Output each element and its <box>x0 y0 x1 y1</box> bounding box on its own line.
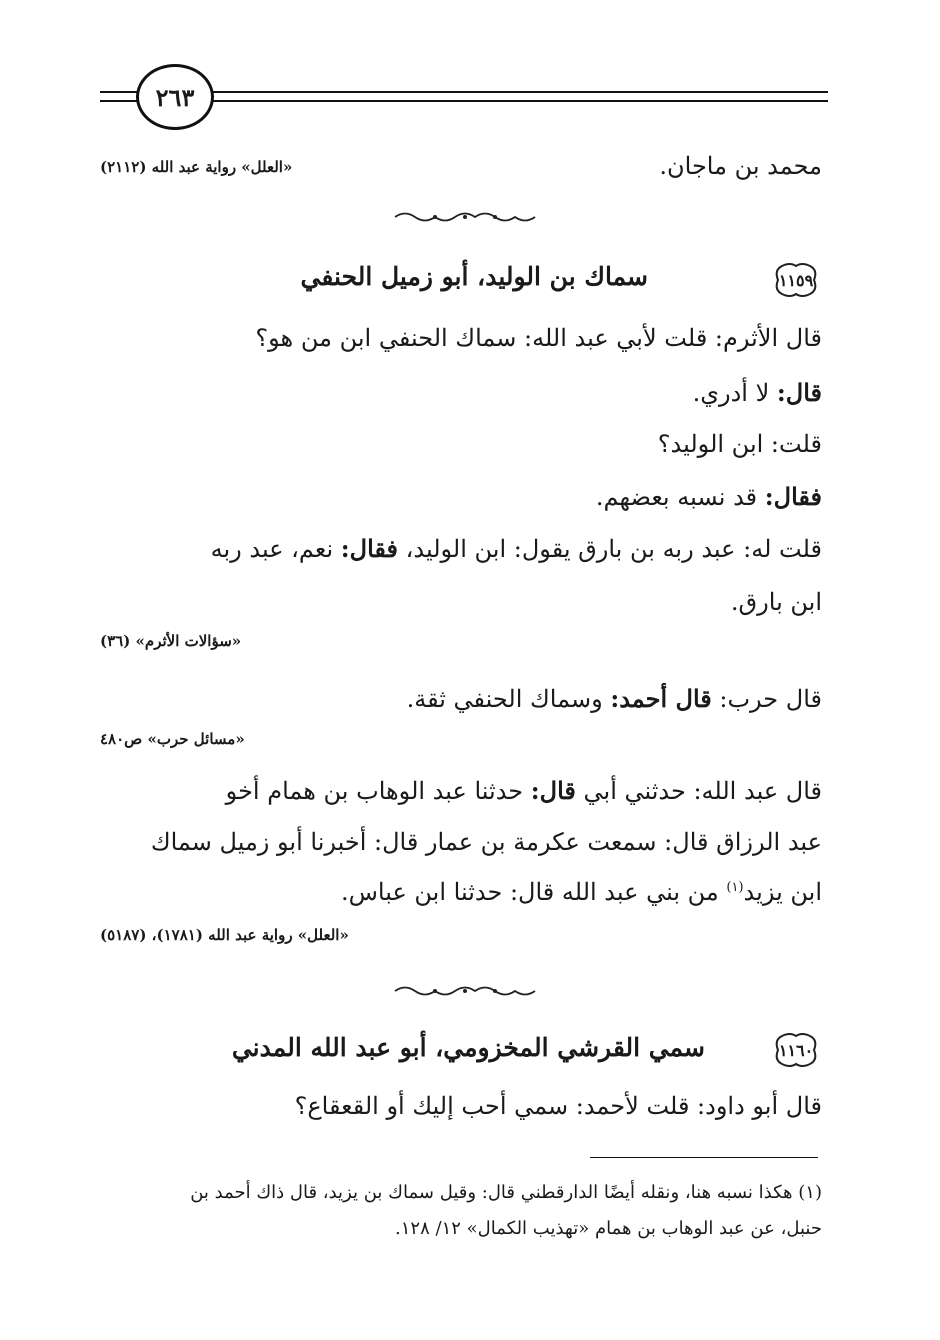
text-line: ابن بارق. <box>730 588 822 616</box>
line-text: نعم، عبد ربه <box>210 535 341 563</box>
footnote-marker[interactable]: (١) <box>726 880 744 895</box>
footnote-line: (١) هكذا نسبه هنا، ونقله أيضًا الدارقطني قال: وقيل سماك بن يزيد، قال ذاك أحمد بن <box>190 1182 822 1203</box>
line-text: قال عبد الله: حدثني أبي <box>575 777 822 805</box>
footnote-line: حنبل، عن عبد الوهاب بن همام «تهذيب الكمال» ١٢/ ١٢٨. <box>395 1218 822 1239</box>
entry-title: سمي القرشي المخزومي، أبو عبد الله المدني <box>231 1033 705 1062</box>
entry-number-badge <box>770 1030 822 1070</box>
ornament-separator <box>390 984 540 998</box>
footnote-rule <box>590 1157 818 1158</box>
speaker-label: قال أحمد: <box>610 684 712 713</box>
line-text: ابن يزيد <box>743 878 822 906</box>
line-text: قال حرب: <box>711 685 822 713</box>
entry-number: ١١٥٩ <box>778 270 814 290</box>
text-line: قال أبو داود: قلت لأحمد: سمي أحب إليك أو القعقاع؟ <box>294 1092 822 1120</box>
line-text: حدثنا عبد الوهاب بن همام أخو <box>225 777 531 805</box>
header-rule-thin <box>210 100 828 102</box>
ornament-separator <box>390 210 540 224</box>
entry-title: سماك بن الوليد، أبو زميل الحنفي <box>300 262 648 291</box>
line-text: لا أدري. <box>692 379 777 407</box>
text-line <box>693 378 822 407</box>
source-reference: «العلل» رواية عبد الله (٢١١٢) <box>100 158 293 176</box>
text-line <box>407 684 822 713</box>
line-text: قد نسبه بعضهم. <box>595 483 765 511</box>
text-line: عبد الرزاق قال: سمعت عكرمة بن عمار قال: أخبرنا أبو زميل سماك <box>150 828 822 856</box>
text-line <box>211 534 822 563</box>
text-line <box>341 878 822 906</box>
source-reference: «العلل» رواية عبد الله (١٧٨١)، (٥١٨٧) <box>100 926 349 944</box>
text-line <box>596 482 822 511</box>
line-text: من بني عبد الله قال: حدثنا ابن عباس. <box>340 878 727 906</box>
page-number: ٢٦٣ <box>136 64 214 130</box>
speaker-label: فقال: <box>764 482 822 511</box>
speaker-label: قال: <box>776 378 822 407</box>
header-rule <box>210 91 828 93</box>
source-reference: «سؤالات الأثرم» (٣٦) <box>100 632 242 650</box>
text-line <box>226 776 822 805</box>
header-rule-left <box>100 91 140 93</box>
continuation-text: محمد بن ماجان. <box>659 152 822 180</box>
line-text: قلت له: عبد ربه بن بارق يقول: ابن الوليد، <box>398 535 822 563</box>
entry-number-badge <box>770 260 822 300</box>
header-rule-left-thin <box>100 100 140 102</box>
text-line: قال الأثرم: قلت لأبي عبد الله: سماك الحنفي ابن من هو؟ <box>255 324 822 352</box>
speaker-label: فقال: <box>340 534 398 563</box>
text-line: قلت: ابن الوليد؟ <box>657 430 822 458</box>
line-text: وسماك الحنفي ثقة. <box>406 685 611 713</box>
entry-number: ١١٦٠ <box>778 1040 814 1060</box>
speaker-label: قال: <box>530 776 576 805</box>
source-reference: «مسائل حرب» ص٤٨٠ <box>100 730 245 748</box>
